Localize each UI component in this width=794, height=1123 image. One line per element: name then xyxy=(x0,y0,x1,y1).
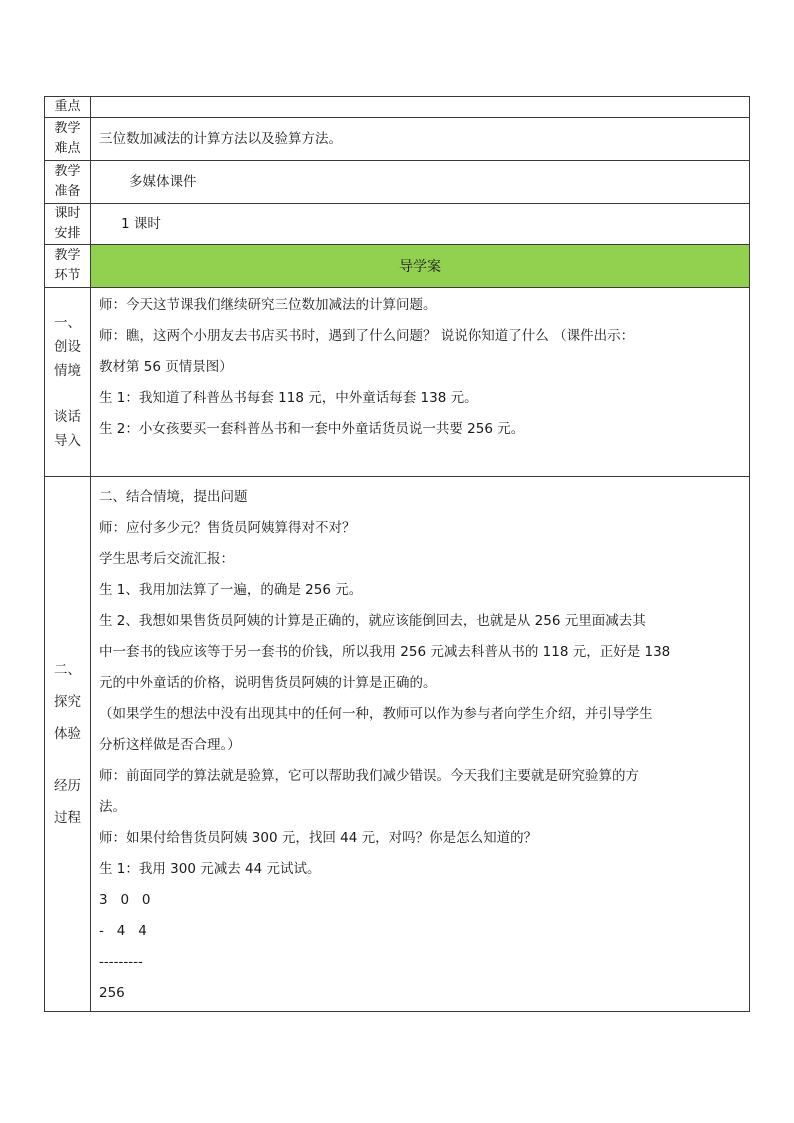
label-nandian xyxy=(45,118,91,161)
content-section2 xyxy=(91,477,750,1012)
label-line: 创设 xyxy=(54,339,81,355)
label-keshi xyxy=(45,204,91,245)
label-text: 教学 xyxy=(54,248,81,263)
label-line: 经历 xyxy=(54,778,81,794)
calc-line: 3 0 0 xyxy=(99,892,151,908)
text-line: 教材第 56 页情景图） xyxy=(99,359,233,375)
text-line: （如果学生的想法中没有出现其中的任何一种，教师可以作为参与者向学生介绍，并引导学生 xyxy=(99,706,653,722)
text-line: 生 1：我知道了科普丛书每套 118 元，中外童话每套 138 元。 xyxy=(99,390,478,406)
nandian-text: 三位数加减法的计算方法以及验算方法。 xyxy=(99,131,342,147)
calc-line: 256 xyxy=(99,985,125,1001)
text-line: 生 1：我用 300 元减去 44 元试试。 xyxy=(99,861,321,877)
row-huanjie xyxy=(45,245,750,288)
row-zhunbei xyxy=(45,161,750,204)
label-line: 探究 xyxy=(54,694,81,710)
label-section2 xyxy=(45,477,91,1012)
lesson-plan-table xyxy=(44,96,750,1012)
text-line: 生 2、我想如果售货员阿姨的计算是正确的，就应该能倒回去，也就是从 256 元里面减去其 xyxy=(99,613,646,629)
content-zhunbei xyxy=(91,161,750,204)
row-keshi xyxy=(45,204,750,245)
row-nandian xyxy=(45,118,750,161)
text-line: 师：如果付给售货员阿姨 300 元，找回 44 元，对吗？你是怎么知道的？ xyxy=(99,830,538,846)
calc-line: - 4 4 xyxy=(99,923,147,939)
row-section1 xyxy=(45,288,750,477)
label-gap xyxy=(45,798,90,806)
label-huanjie xyxy=(45,245,91,288)
label-line: 一、 xyxy=(54,315,81,331)
label-zhunbei xyxy=(45,161,91,204)
label-line: 谈话 xyxy=(54,409,81,425)
row-section2 xyxy=(45,477,750,1012)
label-line: 过程 xyxy=(54,810,81,826)
label-text: 准备 xyxy=(54,184,81,199)
text-line: 师：应付多少元？售货员阿姨算得对不对？ xyxy=(99,520,356,536)
label-gap xyxy=(45,383,90,405)
calc-line: --------- xyxy=(99,954,143,970)
header-daoxuean: 导学案 xyxy=(91,245,750,288)
label-text: 重点 xyxy=(54,99,81,114)
text-line: 生 1、我用加法算了一遍，的确是 256 元。 xyxy=(99,582,363,598)
keshi-text: 1 课时 xyxy=(121,216,161,232)
content-section1 xyxy=(91,288,750,477)
text-line: 法。 xyxy=(99,799,126,815)
label-line: 导入 xyxy=(54,433,81,449)
label-zhongdian xyxy=(45,97,91,118)
text-line: 师：瞧，这两个小朋友去书店买书时，遇到了什么问题？ 说说你知道了什么 （课件出示： xyxy=(99,328,635,344)
text-line: 师：前面同学的算法就是验算，它可以帮助我们减少错误。今天我们主要就是研究验算的方 xyxy=(99,768,639,784)
label-text: 安排 xyxy=(54,226,81,241)
label-text: 环节 xyxy=(54,268,81,283)
content-keshi xyxy=(91,204,750,245)
label-line: 体验 xyxy=(54,726,81,742)
text-line: 师：今天这节课我们继续研究三位数加减法的计算问题。 xyxy=(99,297,437,313)
content-zhongdian xyxy=(91,97,750,118)
text-line: 分析这样做是否合理。） xyxy=(99,737,241,753)
label-section1 xyxy=(45,288,91,477)
label-gap xyxy=(45,714,90,722)
label-text: 教学 xyxy=(54,164,81,179)
row-zhongdian xyxy=(45,97,750,118)
text-line: 学生思考后交流汇报： xyxy=(99,551,234,567)
text-line: 中一套书的钱应该等于另一套书的价钱，所以我用 256 元减去科普从书的 118 元，正好是 138 xyxy=(99,644,671,660)
text-line: 元的中外童话的价格，说明售货员阿姨的计算是正确的。 xyxy=(99,675,437,691)
label-text: 课时 xyxy=(54,206,81,221)
text-line: 二、结合情境，提出问题 xyxy=(99,489,248,505)
zhunbei-text: 多媒体课件 xyxy=(129,174,197,190)
label-text: 难点 xyxy=(54,141,81,156)
text-line: 生 2：小女孩要买一套科普丛书和一套中外童话货员说一共要 256 元。 xyxy=(99,421,525,437)
label-text: 教学 xyxy=(54,121,81,136)
label-gap xyxy=(45,682,90,690)
label-line: 情境 xyxy=(54,363,81,379)
content-nandian xyxy=(91,118,750,161)
label-line: 二、 xyxy=(54,662,81,678)
label-gap xyxy=(45,746,90,774)
